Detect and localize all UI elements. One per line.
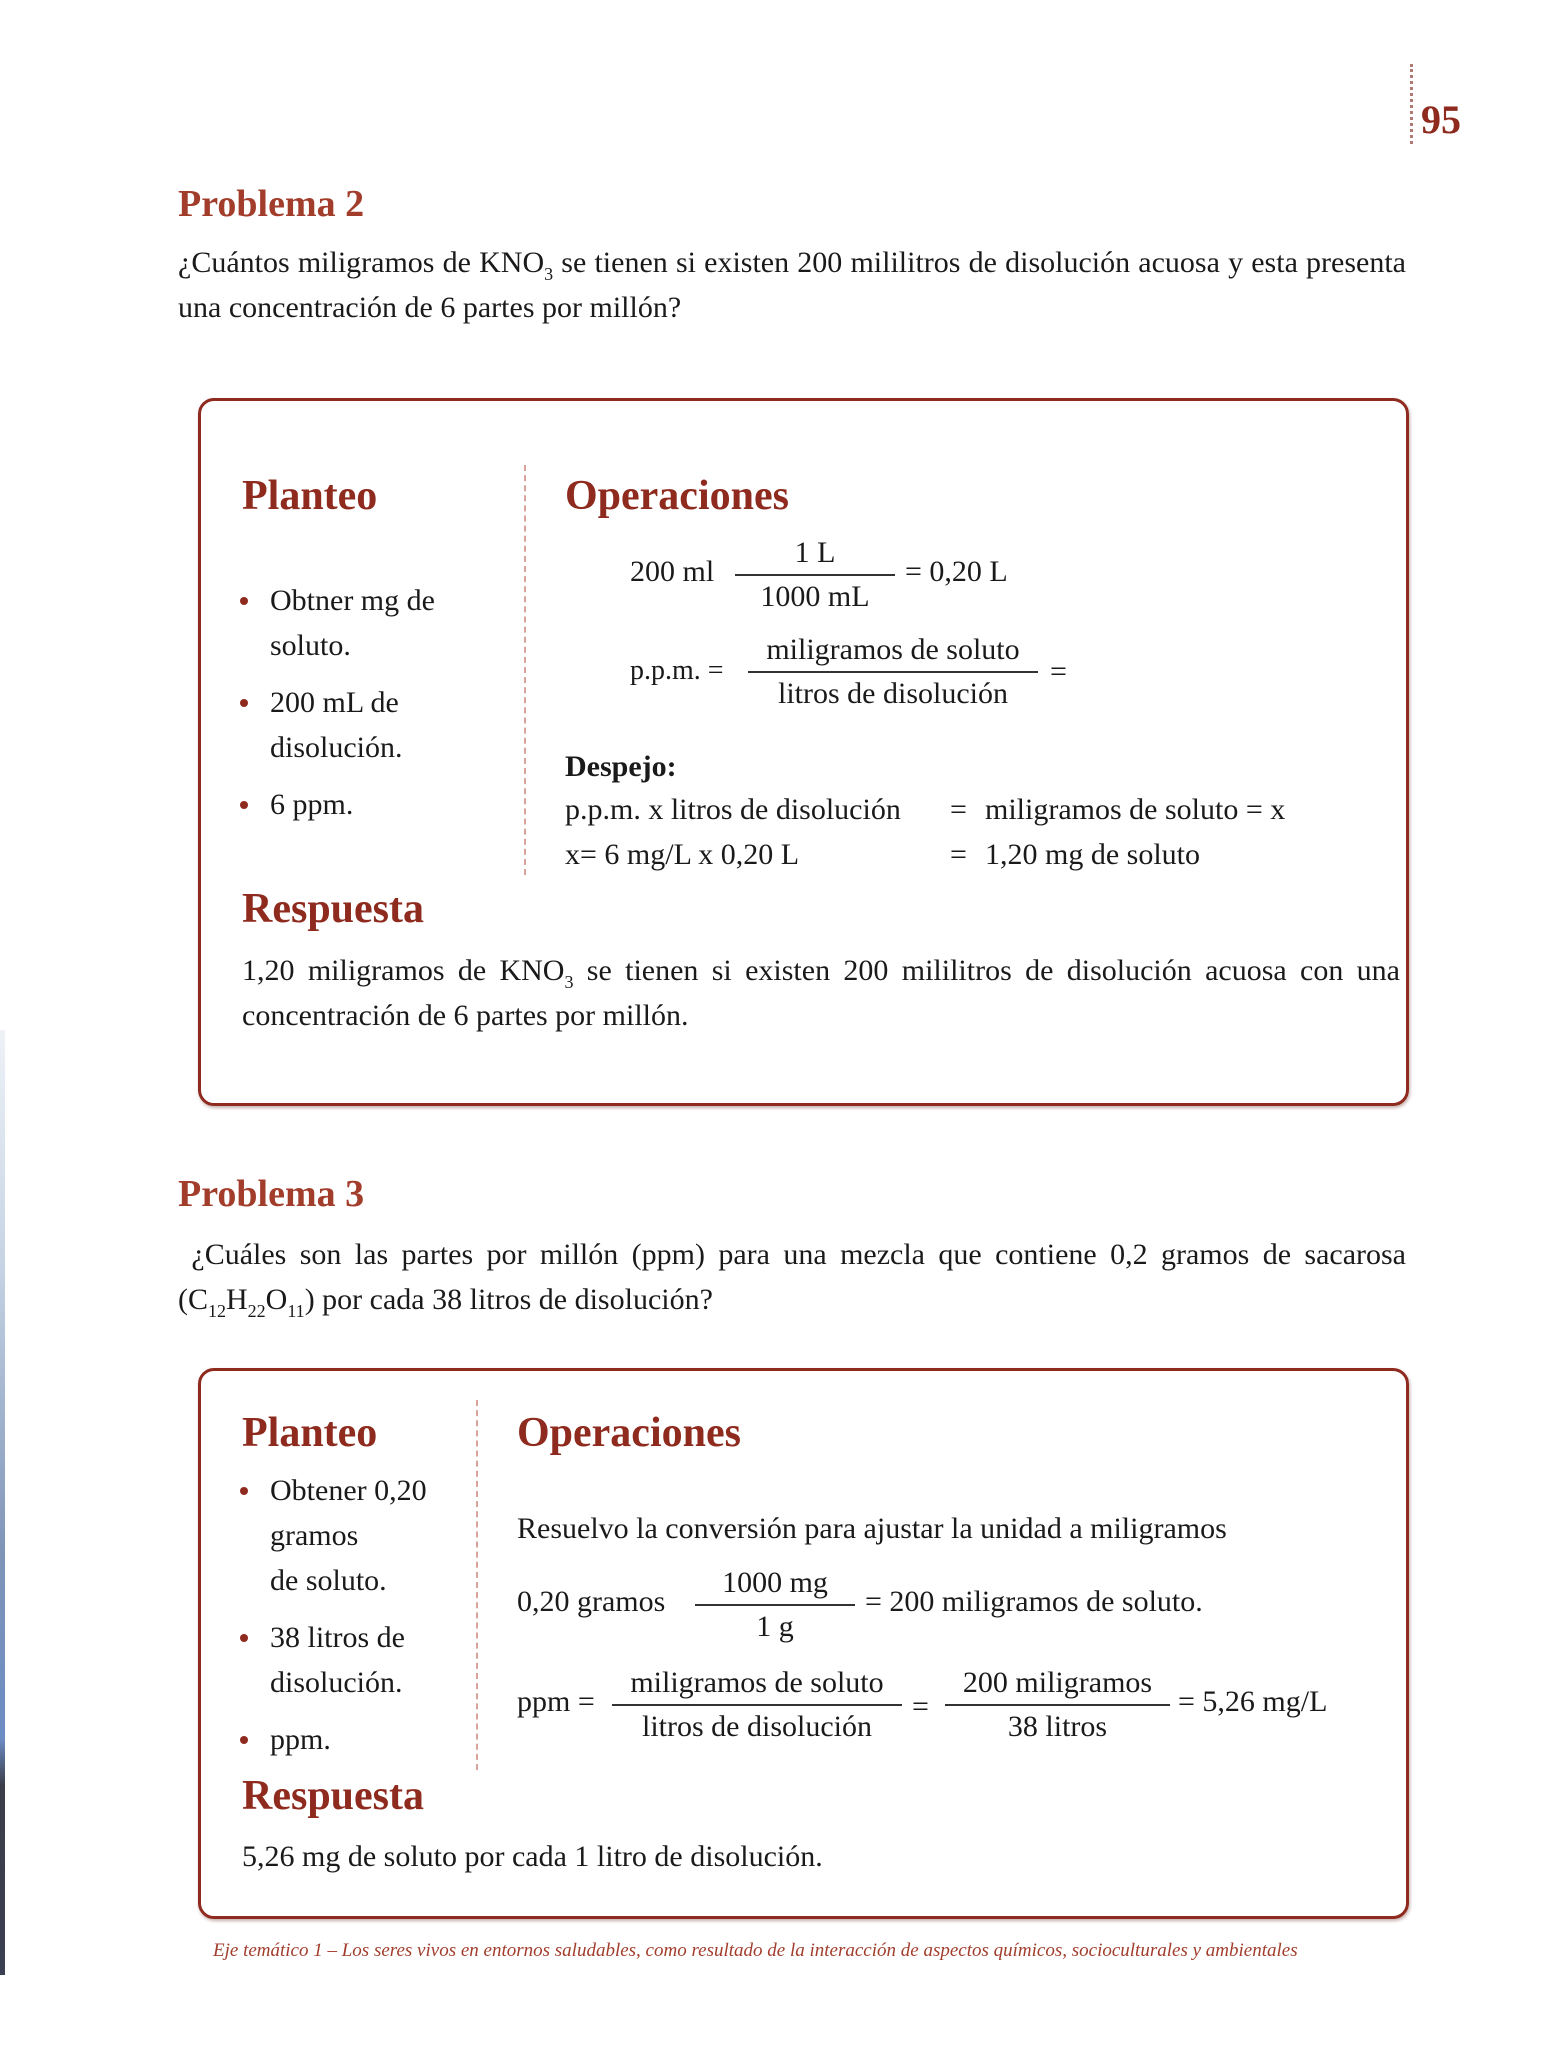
- eq1-left: 200 ml: [630, 555, 715, 588]
- list-item: 200 mL de disolución.: [240, 680, 490, 770]
- problem2-planteo-heading: Planteo: [242, 473, 378, 519]
- problem3-respuesta-heading: Respuesta: [242, 1773, 425, 1819]
- operaciones-intro: Resuelvo la conversión para ajustar la unidad a miligramos: [517, 1512, 1227, 1545]
- p3-eq1-left: 0,20 gramos: [517, 1585, 666, 1618]
- problem3-title: Problema 3: [178, 1173, 365, 1215]
- despejo-line2-eq: =: [950, 838, 967, 871]
- problem3-operaciones-heading: Operaciones: [517, 1410, 741, 1456]
- eq2-right: =: [1050, 655, 1067, 688]
- eq2-fraction: miligramos de soluto litros de disolución: [748, 635, 1038, 709]
- p3-eq2-left: ppm =: [517, 1685, 595, 1718]
- problem3-planteo-heading: Planteo: [242, 1410, 378, 1456]
- list-item: 6 ppm.: [240, 782, 490, 827]
- page-footer: Eje temático 1 – Los seres vivos en entornos saludables, como resultado de la interacción de aspectos químicos, socioculturales y ambientales: [213, 1940, 1298, 1961]
- despejo-line1-right: miligramos de soluto = x: [985, 793, 1286, 826]
- despejo-line1-left: p.p.m. x litros de disolución: [565, 793, 901, 826]
- problem3-planteo-list: [240, 1468, 470, 1762]
- list-item: 38 litros de disolución.: [240, 1615, 470, 1705]
- p3-eq1-fraction: $\frac{1000 mg}{1 g}$: [695, 1568, 855, 1642]
- p3-eq2-fraction2: 200 miligramos 38 litros: [945, 1668, 1170, 1742]
- problem3-question: ¿Cuáles son las partes por millón (ppm) para una mezcla que contiene 0,2 gramos de sacarosa $(C_{12}H_{22}O_{11})$ por cada 38 litros de disolución?: [178, 1238, 1406, 1321]
- problem2-title: Problema 2: [178, 183, 365, 225]
- page-number: 95: [1421, 97, 1461, 142]
- despejo-line2-left: x= 6 mg/L x 0,20 L: [565, 838, 800, 871]
- list-item: Obtner mg de soluto.: [240, 578, 490, 668]
- despejo-label: Despejo:: [565, 750, 677, 783]
- p3-eq2-right: = 5,26 mg/L: [1178, 1685, 1328, 1718]
- problem2-question: ¿Cuántos miligramos de $KNO_3$ se tienen si existen 200 mililitros de disolución acuosa y esta presenta una concentración de 6 partes por millón?: [178, 246, 1406, 324]
- column-divider: [524, 465, 526, 875]
- problem3-respuesta-text: 5,26 mg de soluto por cada 1 litro de disolución.: [242, 1840, 823, 1873]
- list-item: Obtener 0,20 gramos de soluto.: [240, 1468, 470, 1603]
- p3-eq1-right: = 200 miligramos de soluto.: [865, 1585, 1203, 1618]
- eq1-right: = 0,20 L: [905, 555, 1008, 588]
- p3-eq2-fraction1: miligramos de soluto litros de disolución: [612, 1668, 902, 1742]
- eq1-fraction: $\frac{1 L}{1000 mL}$: [735, 538, 895, 612]
- p3-eq2-mid: =: [912, 1690, 929, 1723]
- problem2-planteo-list: [240, 578, 490, 827]
- column-divider: [476, 1400, 478, 1770]
- despejo-line2-right: 1,20 mg de soluto: [985, 838, 1200, 871]
- eq2-left: p.p.m. =: [630, 655, 724, 686]
- problem2-operaciones-heading: Operaciones: [565, 473, 789, 519]
- page-number-rule: [1410, 64, 1413, 144]
- despejo-line1-eq: =: [950, 793, 967, 826]
- left-edge-artifact: [0, 1030, 5, 1975]
- problem2-respuesta-heading: Respuesta: [242, 886, 425, 932]
- list-item: ppm.: [240, 1717, 470, 1762]
- problem2-respuesta-text: 1,20 miligramos de $KNO_3$ se tienen si existen 200 mililitros de disolución acuosa con una concentración de 6 partes por millón.: [242, 954, 1400, 1032]
